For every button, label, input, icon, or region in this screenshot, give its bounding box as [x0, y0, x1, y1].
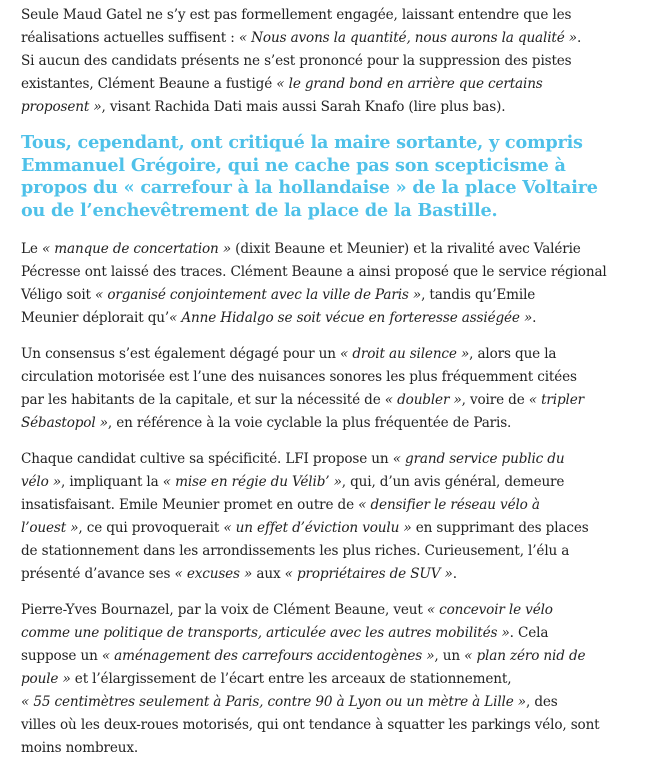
quote-text: « doubler » — [384, 392, 462, 408]
text-line — [21, 96, 641, 119]
body-text: de stationnement dans les arrondissements les plus riches. Curieusement, l’élu a — [21, 543, 570, 559]
quote-text: poule » — [21, 671, 71, 687]
intertitle — [21, 132, 641, 222]
text-line — [21, 261, 641, 284]
text-line — [21, 599, 641, 622]
intertitle-line: Tous, cependant, ont critiqué la maire sortante, y compris — [21, 132, 583, 153]
body-text: et l’élargissement de l’écart entre les arceaux de stationnement, — [70, 671, 512, 687]
text-line — [21, 540, 641, 563]
body-text: existantes, Clément Beaune a fustigé — [21, 76, 277, 92]
text-line — [21, 50, 641, 73]
text-line — [21, 284, 641, 307]
text-line — [21, 645, 641, 668]
body-text: Meunier déplorait qu’ — [21, 310, 170, 326]
quote-text: « propriétaires de SUV » — [284, 566, 453, 582]
body-text: Pécresse ont laissé des traces. Clément Beaune a ainsi proposé que le service régional — [21, 264, 607, 280]
quote-text: « organisé conjointement avec la ville de Paris » — [95, 287, 422, 303]
body-text: , en référence à la voie cyclable la plus fréquentée de Paris. — [107, 415, 512, 431]
body-text: . — [532, 310, 537, 326]
body-text: , visant Rachida Dati mais aussi Sarah Knafo (lire plus bas). — [101, 99, 506, 115]
quote-text: « le grand bond en arrière que certains — [276, 76, 543, 92]
text-line — [21, 389, 641, 412]
text-line — [21, 412, 641, 435]
quote-text: « 55 centimètres seulement à Paris, contre 90 à Lyon ou un mètre à Lille » — [21, 694, 526, 710]
body-text: circulation motorisée est l’une des nuisances sonores les plus fréquemment citées — [21, 369, 577, 385]
body-text: , voire de — [461, 392, 529, 408]
quote-text: « densifier le réseau vélo à — [358, 497, 540, 513]
intertitle-line: propos du « carrefour à la hollandaise » de la place Voltaire — [21, 177, 598, 198]
body-text: Un consensus s’est également dégagé pour un — [21, 346, 341, 362]
text-line — [21, 494, 641, 517]
body-text: insatisfaisant. Emile Meunier promet en outre de — [21, 497, 359, 513]
body-text: , alors que la — [469, 346, 557, 362]
body-text: , des — [525, 694, 558, 710]
body-text: présenté d’avance ses — [21, 566, 175, 582]
body-text: , un — [434, 648, 465, 664]
text-line — [21, 737, 641, 760]
text-line — [21, 27, 641, 50]
quote-text: « mise en régie du Vélib’ » — [162, 474, 342, 490]
body-text: aux — [252, 566, 285, 582]
body-text: , impliquant la — [61, 474, 163, 490]
quote-text: l’ouest » — [21, 520, 79, 536]
paragraph-specificites — [21, 448, 641, 586]
paragraph-maud-gatel — [21, 4, 641, 119]
quote-text: « aménagement des carrefours accidentogènes » — [101, 648, 435, 664]
quote-text: proposent » — [21, 99, 102, 115]
body-text: Si aucun des candidats présents ne s’est prononcé pour la suppression des pistes — [21, 53, 572, 69]
article-body — [21, 4, 641, 773]
body-text: Chaque candidat cultive sa spécificité. LFI propose un — [21, 451, 393, 467]
text-line — [21, 4, 641, 27]
intertitle-line: ou de l’enchevêtrement de la place de la Bastille. — [21, 199, 498, 221]
body-text: , ce qui provoquerait — [78, 520, 224, 536]
quote-text: « excuses » — [174, 566, 253, 582]
body-text: (dixit Beaune et Meunier) et la rivalité avec Valérie — [231, 241, 581, 257]
body-text: . — [452, 566, 457, 582]
quote-text: Sébastopol » — [21, 415, 108, 431]
body-text: Véligo soit — [21, 287, 96, 303]
quote-text: « Nous avons la quantité, nous aurons la qualité » — [238, 30, 577, 46]
quote-text: « Anne Hidalgo se soit vécue en forteresse assiégée » — [169, 310, 533, 326]
body-text: Le — [21, 241, 42, 257]
body-text: , qui, d’un avis général, demeure — [341, 474, 565, 490]
text-line — [21, 238, 641, 261]
body-text: suppose un — [21, 648, 102, 664]
text-line — [21, 668, 641, 691]
text-line — [21, 517, 641, 540]
text-line — [21, 366, 641, 389]
body-text: par les habitants de la capitale, et sur la nécessité de — [21, 392, 385, 408]
quote-text: « tripler — [528, 392, 584, 408]
paragraph-bournazel — [21, 599, 641, 760]
body-text: en supprimant des places — [411, 520, 589, 536]
quote-text: vélo » — [21, 474, 61, 490]
paragraph-droit-au-silence — [21, 343, 641, 435]
quote-text: « grand service public du — [392, 451, 565, 467]
quote-text: « manque de concertation » — [41, 241, 231, 257]
paragraph-concertation — [21, 238, 641, 330]
text-line — [21, 563, 641, 586]
body-text: Seule Maud Gatel ne s’y est pas formellement engagée, laissant entendre que les — [21, 7, 572, 23]
text-line — [21, 691, 641, 714]
text-line — [21, 471, 641, 494]
body-text: . Cela — [509, 625, 549, 641]
body-text: moins nombreux. — [21, 740, 139, 756]
body-text: Pierre-Yves Bournazel, par la voix de Clément Beaune, veut — [21, 602, 427, 618]
body-text: villes où les deux-roues motorisés, qui ont tendance à squatter les parkings vélo, sont — [21, 717, 600, 733]
body-text: réalisations actuelles suffisent : — [21, 30, 239, 46]
quote-text: « concevoir le vélo — [426, 602, 553, 618]
quote-text: « plan zéro nid de — [464, 648, 586, 664]
quote-text: comme une politique de transports, articulée avec les autres mobilités » — [21, 625, 510, 641]
text-line — [21, 307, 641, 330]
text-line — [21, 622, 641, 645]
intertitle-line: Emmanuel Grégoire, qui ne cache pas son scepticisme à — [21, 154, 566, 176]
quote-text: « un effet d’éviction voulu » — [223, 520, 412, 536]
body-text: . — [576, 30, 582, 46]
text-line — [21, 343, 641, 366]
text-line — [21, 448, 641, 471]
text-line — [21, 73, 641, 96]
quote-text: « droit au silence » — [340, 346, 470, 362]
body-text: , tandis qu’Emile — [421, 287, 536, 303]
